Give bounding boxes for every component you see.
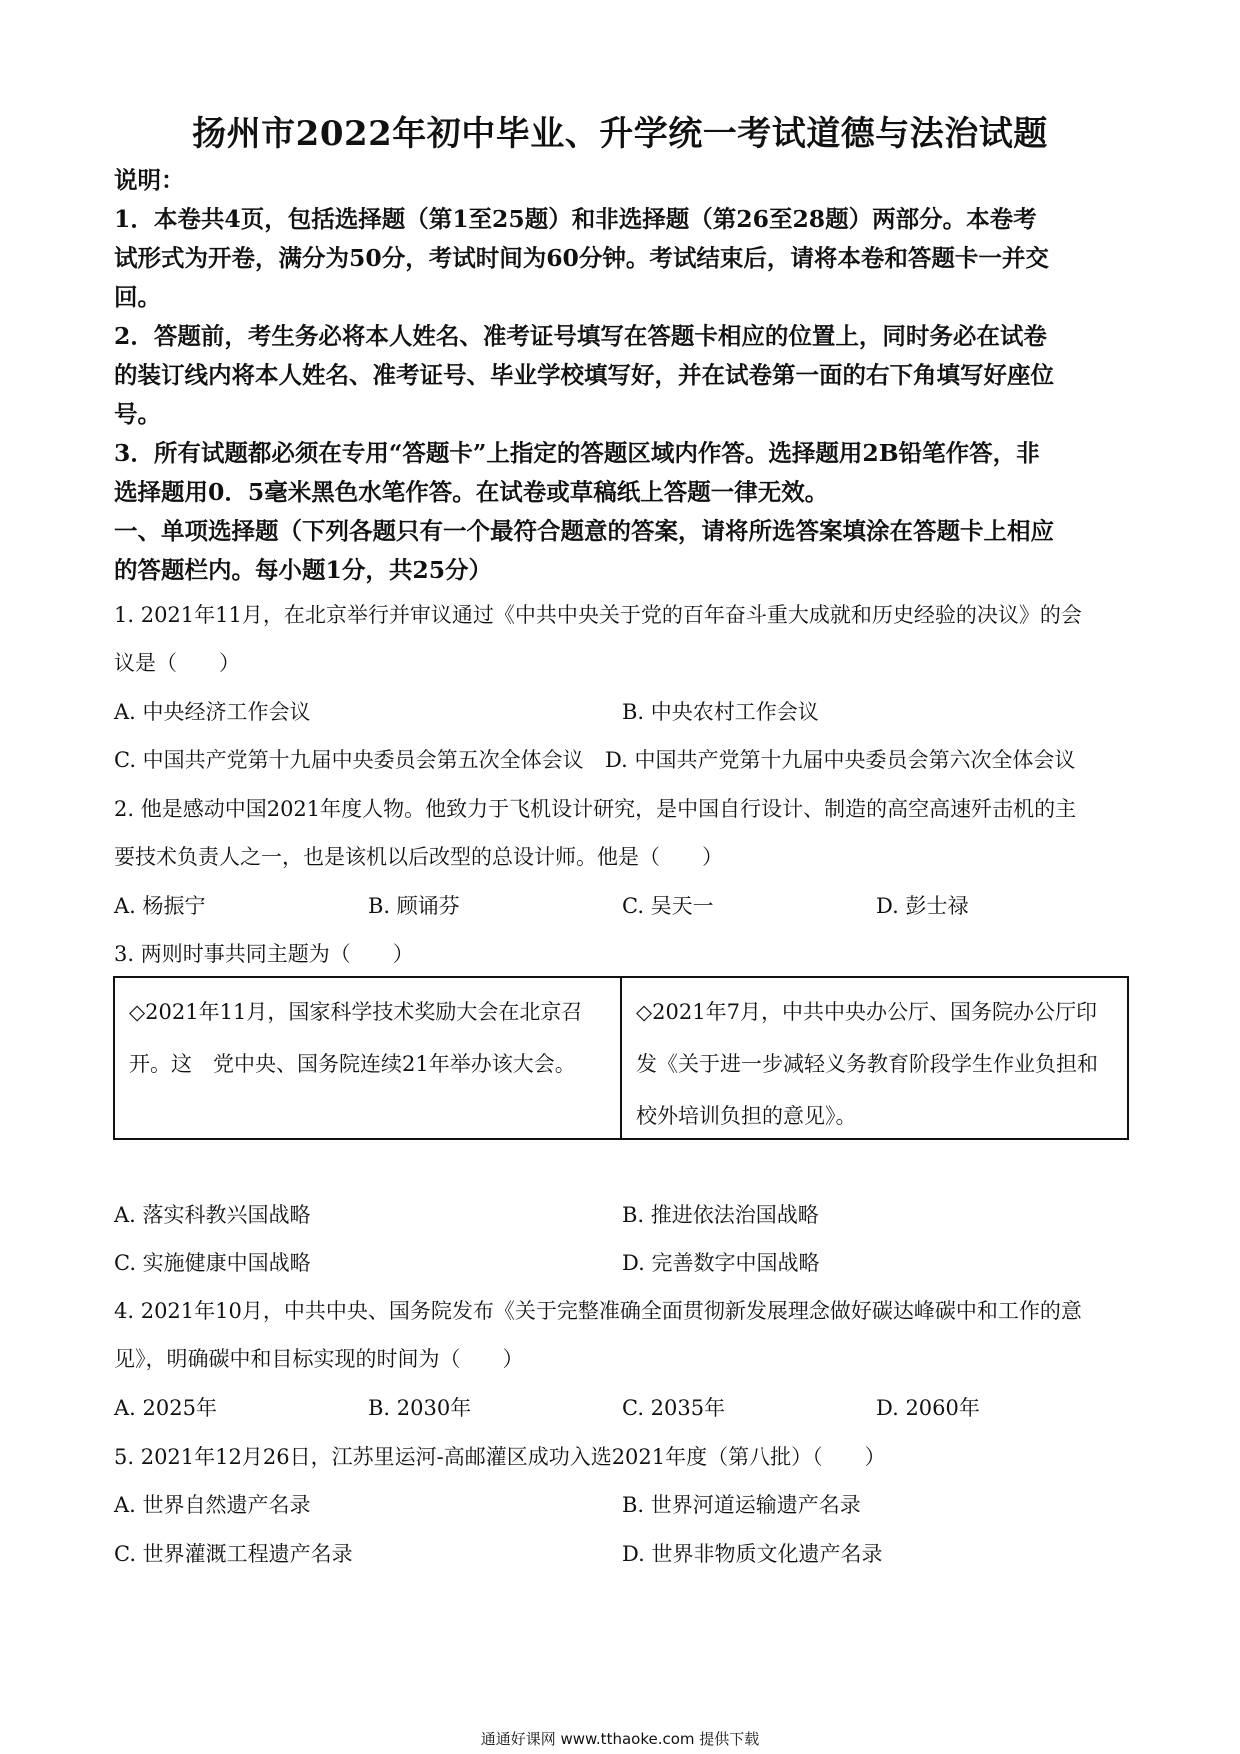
- instruction-line: 选择题用0．5毫米黑色水笔作答。在试卷或草稿纸上答题一律无效。: [114, 478, 829, 506]
- option-c: C. 世界灌溉工程遗产名录: [114, 1542, 353, 1566]
- option-c: C. 2035年: [622, 1396, 726, 1420]
- option-b: B. 世界河道运输遗产名录: [622, 1493, 861, 1517]
- page-title: 扬州市2022年初中毕业、升学统一考试道德与法治试题: [192, 114, 1048, 154]
- instruction-line: 试形式为开卷，满分为50分，考试时间为60分钟。考试结束后，请将本卷和答题卡一并交: [114, 244, 1049, 272]
- news-box-right: ◇2021年7月，中共中央办公厅、国务院办公厅印发《关于进一步减轻义务教育阶段学生作业负担和校外培训负担的意见》。: [620, 978, 1127, 1138]
- question-stem: 4. 2021年10月，中共中央、国务院发布《关于完整准确全面贯彻新发展理念做好碳达峰碳中和工作的意: [114, 1299, 1082, 1323]
- option-a: A. 中央经济工作会议: [114, 700, 311, 724]
- instruction-line: 回。: [114, 283, 161, 311]
- question-stem: 见》，明确碳中和目标实现的时间为（ ）: [114, 1347, 524, 1371]
- question-stem: 2. 他是感动中国2021年度人物。他致力于飞机设计研究，是中国自行设计、制造的高空高速歼击机的主: [114, 797, 1077, 821]
- instruction-line: 1．本卷共4页，包括选择题（第1至25题）和非选择题（第26至28题）两部分。本卷考: [114, 205, 1037, 233]
- option-d: D. 2060年: [876, 1396, 980, 1420]
- section-heading: 的答题栏内。每小题1分，共25分）: [114, 556, 493, 584]
- option-c: C. 实施健康中国战略: [114, 1251, 311, 1275]
- option-a: A. 2025年: [114, 1396, 217, 1420]
- news-table: [113, 976, 1129, 1140]
- question-stem: 3. 两则时事共同主题为（ ）: [114, 942, 414, 966]
- question-stem: 1. 2021年11月，在北京举行并审议通过《中共中央关于党的百年奋斗重大成就和历史经验的决议》的会: [114, 603, 1082, 627]
- question-stem: 5. 2021年12月26日，江苏里运河-高邮灌区成功入选2021年度（第八批）（ ）: [114, 1445, 886, 1469]
- option-d: D. 中国共产党第十九届中央委员会第六次全体会议: [605, 748, 1076, 772]
- option-d: D. 完善数字中国战略: [622, 1251, 820, 1275]
- question-stem: 议是（ ）: [114, 651, 240, 675]
- option-a: A. 落实科教兴国战略: [114, 1203, 311, 1227]
- instruction-line: 2．答题前，考生务必将本人姓名、准考证号填写在答题卡相应的位置上，同时务必在试卷: [114, 322, 1047, 350]
- footer-source: 通通好课网 www.tthaoke.com 提供下载: [480, 1730, 760, 1748]
- option-d: D. 彭士禄: [876, 894, 969, 918]
- option-b: B. 中央农村工作会议: [622, 700, 819, 724]
- instruction-line: 号。: [114, 400, 161, 428]
- instruction-line: 的装订线内将本人姓名、准考证号、毕业学校填写好，并在试卷第一面的右下角填写好座位: [114, 361, 1054, 389]
- option-b: B. 推进依法治国战略: [622, 1203, 819, 1227]
- news-box-left: ◇2021年11月，国家科学技术奖励大会在北京召开。这 党中央、国务院连续21年举办该大会。: [129, 1000, 583, 1076]
- instruction-line: 3．所有试题都必须在专用“答题卡”上指定的答题区域内作答。选择题用2B铅笔作答，非: [114, 439, 1040, 467]
- instructions-heading: 说明：: [114, 166, 185, 194]
- option-a: A. 世界自然遗产名录: [114, 1493, 311, 1517]
- option-d: D. 世界非物质文化遗产名录: [622, 1542, 883, 1566]
- section-heading: 一、单项选择题（下列各题只有一个最符合题意的答案，请将所选答案填涂在答题卡上相应: [114, 517, 1054, 545]
- question-stem: 要技术负责人之一，也是该机以后改型的总设计师。他是（ ）: [114, 845, 723, 869]
- option-b: B. 顾诵芬: [368, 894, 460, 918]
- option-c: C. 吴天一: [622, 894, 714, 918]
- option-b: B. 2030年: [368, 1396, 472, 1420]
- option-a: A. 杨振宁: [114, 894, 206, 918]
- option-c: C. 中国共产党第十九届中央委员会第五次全体会议: [114, 748, 584, 772]
